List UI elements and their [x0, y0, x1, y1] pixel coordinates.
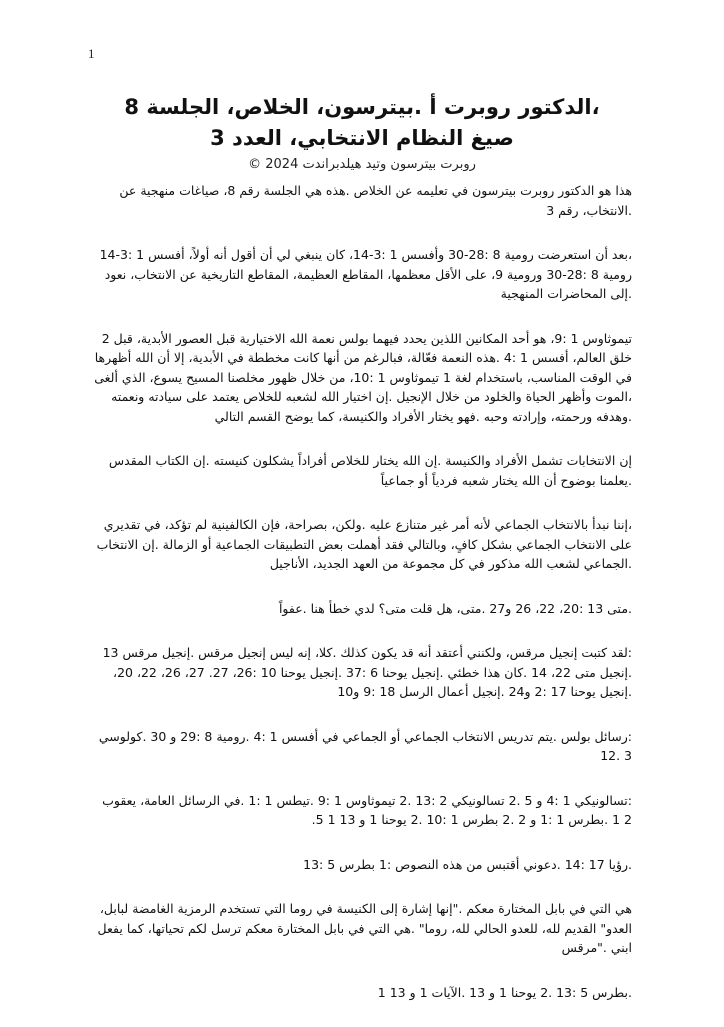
paragraph-matthew: .متى 13 :20، 22، 26 و27 .متى، هل قلت متى؟ لدي خطأ هنا .عفواً — [278, 600, 632, 616]
copyright-notice: روبرت بيترسون وتيد هيلدبراندت 2024 © — [248, 157, 476, 172]
paragraph-final-refs: .بطرس 5 :13 .2 يوحنا 1 و 13 .الآيات 1 و 13 1 — [377, 984, 632, 1000]
paragraph-pauline: :رسائل بولس .يتم تدريس الانتخاب الجماعي أو الجماعي في أفسس 1 :4 .رومية 8 :29 و 30 .كولوسي 3 .12 — [98, 728, 632, 763]
paragraph-intro: هذا هو الدكتور روبرت بيترسون في تعليمه عن الخلاص .هذه هي الجلسة رقم 8، صياغات منهجية عن .الانتخاب، رقم 3 — [119, 183, 632, 218]
paragraph-gospels: :لقد كتبت إنجيل مرقس، ولكنني أعتقد أنه قد يكون كذلك .كلا، إنه ليس إنجيل مرقس .إنجيل مرقس 13 .إنجيل متى 22، 14 .كان هذا خطئي .إنجيل يوحنا 6 :37 .إنجيل يوحنا 10 :26، 27. 27، 26، 22، 20، .إنجيل يوحنا 17 :2 و24 .إنجيل أعمال الرسل 18 :9 و10 — [102, 645, 632, 699]
document-body — [92, 181, 632, 1027]
paragraph-revelation: .رؤيا 17 :14 .دعوني أقتبس من هذه النصوص :1 بطرس 5 :13 — [303, 856, 632, 872]
paragraph-individuals-church: إن الانتخابات تشمل الأفراد والكنيسة .إن الله يختار للخلاص أفراداً يشكلون كنيسته .إن الكتاب المقدس .يعلمنا بوضوح أن الله يختار شعبه فردياً أو جماعياً — [108, 453, 632, 488]
document-title-line-1: ،الدكتور روبرت أ .بيترسون، الخلاص، الجلسة 8 — [124, 95, 600, 119]
paragraph-corporate-election: ،إننا نبدأ بالانتخاب الجماعي لأنه أمر غير متنازع عليه .ولكن، بصراحة، فإن الكالفينية لم تؤكد، في تقديري على الانتخاب الجماعي بشكل كافٍ، وبالتالي فقد أهملت بعض التطبيقات الجماعية أو الزمالة .إن الانتخاب .الجماعي لشعب الله مذكور في كل مجموعة من العهد الجديد، الأناجيل — [96, 517, 632, 571]
paragraph-timothy: تيموثاوس 1 :9، هو أحد المكانين اللذين يحدد فيهما بولس نعمة الله الاختيارية قبل العصور الأبدية، قبل 2 خلق العالم، أفسس 1 :4 .هذه النعمة فعّالة، فبالرغم من أنها كانت مخططة في الأبدية، إلا أن الله أظهرها في الوقت المناسب، باستخدام لغة 1 تيموثاوس 1 :10، من خلال ظهور مخلصنا المسيح يسوع، الذي ألغى ،الموت وأظهر الحياة والخلود من خلال الإنجيل .إن اختيار الله لشعبه للخلاص يعتمد على سيادته ونعمته .وهدفه ورحمته، وإرادته وحبه .فهو يختار الأفراد والكنيسة، كما يوضح القسم التالي — [94, 330, 632, 424]
paragraph-epistles: :تسالونيكي 1 :4 و 5 .2 تسالونيكي 2 :13 .2 تيموثاوس 1 :9 .تيطس 1 :1 .في الرسائل العامة، يعقوب 2 1 .بطرس 1 :1 و 2 .2 بطرس 1 :10 .2 يوحنا 1 و 13 1 5. — [102, 792, 632, 827]
paragraph-babylon-quote: هي التي في بابل المختارة معكم ."إنها إشارة إلى الكنيسة في روما التي تستخدم الرمزية الغامضة لبابل، العدو" القديم لله، للعدو الحالي لله، روما" .هي التي في بابل المختارة معكم ترسل لكم تحياتها، كما يفعل ابني ."مرقس — [97, 901, 632, 955]
document-header — [60, 92, 664, 175]
page-number: 1 — [88, 46, 95, 61]
paragraph-review: ،بعد أن استعرضت رومية 8 :28-30 وأفسس 1 :3-14، كان ينبغي لي أن أقول أنه أولاً، أفسس 1 :3-14 رومية 8 :28-30 ورومية 9، على الأقل معظمها، المقاطع العظيمة، المقاطع التاريخية عن الانتخاب، نعود .إلى المحاضرات المنهجية — [99, 247, 632, 301]
document-title-line-2: صيغ النظام الانتخابي، العدد 3 — [210, 126, 514, 150]
